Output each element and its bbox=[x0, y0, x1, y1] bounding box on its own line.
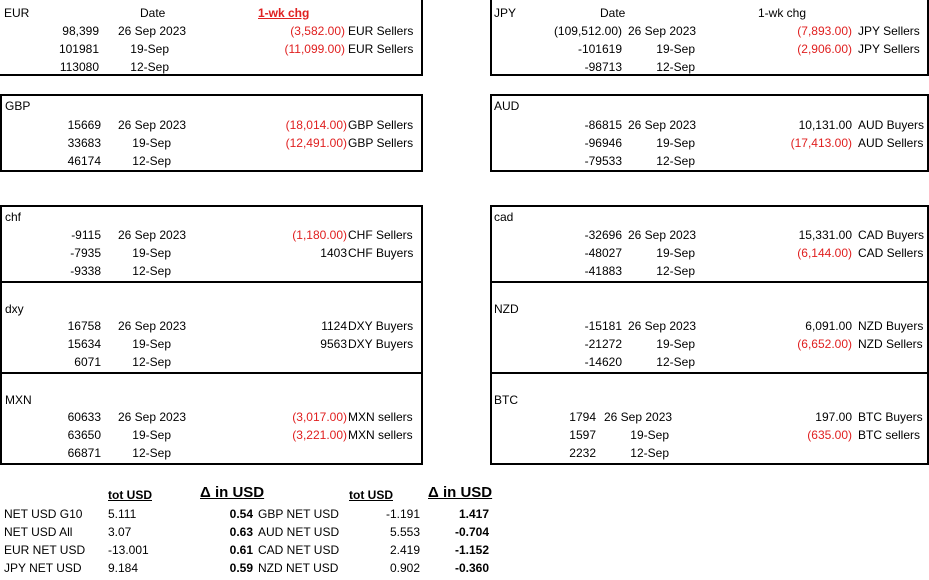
value-cell: -79533 bbox=[584, 154, 622, 168]
label-cell: BTC sellers bbox=[858, 428, 921, 442]
summary-label: JPY NET USD bbox=[4, 561, 82, 575]
value-cell: -21272 bbox=[584, 337, 622, 351]
date-cell: 19-Sep bbox=[656, 136, 695, 150]
label-cell: DXY Buyers bbox=[348, 337, 414, 351]
chg-header: 1-wk chg bbox=[258, 6, 310, 20]
panel-cad bbox=[490, 205, 929, 283]
summary-delta-value: -0.704 bbox=[454, 525, 489, 539]
date-cell: 12-Sep bbox=[132, 446, 171, 460]
panel-dxy bbox=[0, 283, 423, 374]
summary-label: GBP NET USD bbox=[258, 507, 339, 521]
chg-cell: (6,144.00) bbox=[797, 246, 852, 260]
chg-cell: (1,180.00) bbox=[292, 228, 347, 242]
panel-aud bbox=[490, 94, 929, 172]
value-cell: -32696 bbox=[584, 228, 622, 242]
date-cell: 12-Sep bbox=[630, 446, 669, 460]
label-cell: AUD Buyers bbox=[858, 118, 925, 132]
summary-delta-value: -0.360 bbox=[454, 561, 489, 575]
value-cell: 1597 bbox=[569, 428, 596, 442]
summary-delta-value: 0.59 bbox=[229, 561, 253, 575]
panel-title: AUD bbox=[494, 99, 520, 113]
date-header: Date bbox=[140, 6, 166, 20]
panel-chf bbox=[0, 205, 423, 283]
summary-tot-value: 5.553 bbox=[389, 525, 420, 539]
chg-header: 1-wk chg bbox=[758, 6, 807, 20]
label-cell: GBP Sellers bbox=[348, 136, 414, 150]
chg-cell: 1403 bbox=[320, 246, 347, 260]
date-cell: 26 Sep 2023 bbox=[628, 319, 697, 333]
value-cell: -41883 bbox=[584, 264, 622, 278]
date-cell: 12-Sep bbox=[132, 154, 171, 168]
label-cell: GBP Sellers bbox=[348, 118, 414, 132]
label-cell: CHF Buyers bbox=[348, 246, 414, 260]
date-header: Date bbox=[600, 6, 626, 20]
date-cell: 12-Sep bbox=[130, 60, 169, 74]
value-cell: -96946 bbox=[584, 136, 622, 150]
value-cell: 15669 bbox=[67, 118, 101, 132]
chg-cell: 10,131.00 bbox=[798, 118, 852, 132]
summary-delta-value: 0.61 bbox=[229, 543, 253, 557]
summary-tot-value: 2.419 bbox=[389, 543, 420, 557]
panel-title: NZD bbox=[494, 302, 519, 316]
panel-btc bbox=[490, 374, 929, 465]
label-cell: CHF Sellers bbox=[348, 228, 413, 242]
summary-label: NET USD All bbox=[4, 525, 73, 539]
summary-tot-value: -13.001 bbox=[108, 543, 149, 557]
delta-usd-header-2: Δ in USD bbox=[428, 484, 493, 501]
value-cell: -9338 bbox=[70, 264, 101, 278]
label-cell: NZD Sellers bbox=[858, 337, 923, 351]
chg-cell: (7,893.00) bbox=[797, 24, 852, 38]
value-cell: 60633 bbox=[67, 410, 101, 424]
value-cell: -7935 bbox=[70, 246, 101, 260]
value-cell: 1794 bbox=[569, 410, 596, 424]
delta-usd-header: Δ in USD bbox=[200, 484, 265, 501]
summary-tot-value: 0.902 bbox=[389, 561, 420, 575]
date-cell: 26 Sep 2023 bbox=[118, 24, 187, 38]
panel-title: dxy bbox=[5, 302, 24, 316]
value-cell: 113080 bbox=[59, 60, 99, 74]
value-cell: -48027 bbox=[584, 246, 622, 260]
label-cell: DXY Buyers bbox=[348, 319, 414, 333]
value-cell: -15181 bbox=[584, 319, 622, 333]
panel-eur bbox=[0, 0, 423, 76]
date-cell: 12-Sep bbox=[132, 355, 171, 369]
chg-cell: (11,099.00) bbox=[284, 42, 345, 56]
value-cell: 46174 bbox=[67, 154, 101, 168]
panel-title: EUR bbox=[4, 6, 30, 20]
date-cell: 26 Sep 2023 bbox=[118, 118, 187, 132]
chg-cell: 6,091.00 bbox=[805, 319, 852, 333]
date-cell: 26 Sep 2023 bbox=[118, 319, 187, 333]
date-cell: 12-Sep bbox=[656, 60, 695, 74]
date-cell: 12-Sep bbox=[656, 264, 695, 278]
chg-cell: 197.00 bbox=[815, 410, 852, 424]
value-cell: 2232 bbox=[569, 446, 596, 460]
chg-cell: 1124 bbox=[321, 319, 347, 333]
chg-cell: (3,017.00) bbox=[292, 410, 347, 424]
label-cell: EUR Sellers bbox=[348, 42, 414, 56]
date-cell: 19-Sep bbox=[630, 428, 669, 442]
value-cell: -101619 bbox=[577, 42, 622, 56]
value-cell: 33683 bbox=[67, 136, 101, 150]
date-cell: 26 Sep 2023 bbox=[628, 24, 697, 38]
value-cell: 16758 bbox=[67, 319, 101, 333]
date-cell: 26 Sep 2023 bbox=[118, 228, 187, 242]
summary-delta-value: 0.63 bbox=[229, 525, 253, 539]
tot-usd-header-2: tot USD bbox=[349, 488, 393, 502]
summary-tot-value: 9.184 bbox=[108, 561, 139, 575]
date-cell: 19-Sep bbox=[656, 337, 695, 351]
date-cell: 12-Sep bbox=[656, 355, 695, 369]
date-cell: 19-Sep bbox=[130, 42, 169, 56]
value-cell: 63650 bbox=[67, 428, 101, 442]
date-cell: 26 Sep 2023 bbox=[628, 118, 697, 132]
chg-cell: (635.00) bbox=[807, 428, 852, 442]
chg-cell: 9563 bbox=[320, 337, 347, 351]
label-cell: JPY Sellers bbox=[858, 24, 920, 38]
panel-jpy bbox=[490, 0, 929, 76]
value-cell: 98,399 bbox=[62, 24, 99, 38]
panel-title: cad bbox=[494, 210, 514, 224]
label-cell: MXN sellers bbox=[348, 428, 413, 442]
value-cell: (109,512.00) bbox=[553, 24, 622, 38]
summary-label: NET USD G10 bbox=[4, 507, 83, 521]
chg-cell: (17,413.00) bbox=[790, 136, 852, 150]
label-cell: AUD Sellers bbox=[858, 136, 924, 150]
date-cell: 12-Sep bbox=[656, 154, 695, 168]
summary-label: CAD NET USD bbox=[258, 543, 340, 557]
chg-cell: (6,652.00) bbox=[797, 337, 852, 351]
date-cell: 19-Sep bbox=[132, 337, 171, 351]
panel-mxn bbox=[0, 374, 423, 465]
label-cell: BTC Buyers bbox=[858, 410, 923, 424]
label-cell: CAD Sellers bbox=[858, 246, 924, 260]
summary-delta-value: 1.417 bbox=[458, 507, 489, 521]
summary-label: AUD NET USD bbox=[258, 525, 340, 539]
chg-cell: (18,014.00) bbox=[285, 118, 347, 132]
panel-title: BTC bbox=[494, 393, 518, 407]
value-cell: 66871 bbox=[67, 446, 101, 460]
panel-nzd bbox=[490, 283, 929, 374]
date-cell: 19-Sep bbox=[656, 42, 695, 56]
value-cell: -86815 bbox=[584, 118, 622, 132]
date-cell: 19-Sep bbox=[132, 246, 171, 260]
value-cell: 15634 bbox=[67, 337, 101, 351]
summary-tot-value: -1.191 bbox=[385, 507, 420, 521]
value-cell: 6071 bbox=[74, 355, 101, 369]
value-cell: 101981 bbox=[58, 42, 99, 56]
chg-cell: (3,221.00) bbox=[292, 428, 347, 442]
panel-title: MXN bbox=[5, 393, 32, 407]
summary-delta-value: -1.152 bbox=[454, 543, 489, 557]
label-cell: JPY Sellers bbox=[858, 42, 920, 56]
panel-gbp bbox=[0, 94, 423, 172]
value-cell: -9115 bbox=[71, 228, 101, 242]
chg-cell: 15,331.00 bbox=[798, 228, 852, 242]
summary-label: NZD NET USD bbox=[258, 561, 339, 575]
date-cell: 19-Sep bbox=[132, 136, 171, 150]
date-cell: 26 Sep 2023 bbox=[628, 228, 697, 242]
panel-title: chf bbox=[5, 210, 22, 224]
value-cell: -14620 bbox=[584, 355, 622, 369]
chg-cell: (2,906.00) bbox=[797, 42, 852, 56]
value-cell: -98713 bbox=[584, 60, 622, 74]
tot-usd-header: tot USD bbox=[108, 488, 152, 502]
label-cell: EUR Sellers bbox=[348, 24, 414, 38]
summary-label: EUR NET USD bbox=[4, 543, 86, 557]
summary-table bbox=[0, 480, 929, 580]
panel-title: JPY bbox=[494, 6, 517, 20]
summary-tot-value: 5.111 bbox=[108, 507, 137, 521]
date-cell: 26 Sep 2023 bbox=[118, 410, 187, 424]
summary-delta-value: 0.54 bbox=[229, 507, 253, 521]
date-cell: 19-Sep bbox=[132, 428, 171, 442]
panel-title: GBP bbox=[5, 99, 31, 113]
chg-cell: (12,491.00) bbox=[285, 136, 347, 150]
label-cell: MXN sellers bbox=[348, 410, 413, 424]
label-cell: NZD Buyers bbox=[858, 319, 924, 333]
date-cell: 19-Sep bbox=[656, 246, 695, 260]
date-cell: 26 Sep 2023 bbox=[604, 410, 673, 424]
summary-tot-value: 3.07 bbox=[108, 525, 132, 539]
label-cell: CAD Buyers bbox=[858, 228, 925, 242]
chg-cell: (3,582.00) bbox=[290, 24, 345, 38]
date-cell: 12-Sep bbox=[132, 264, 171, 278]
